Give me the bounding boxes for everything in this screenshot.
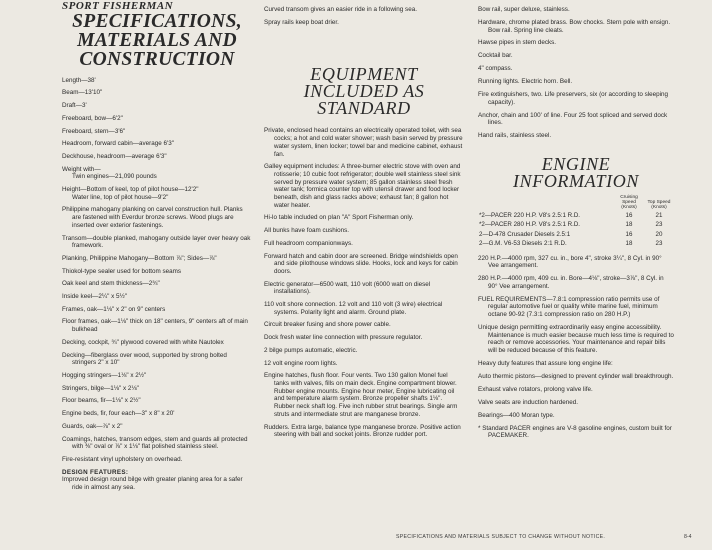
table-row: [478, 230, 674, 239]
spec-item: Transom—double planked, mahogany outside layer over heavy oak framework.: [62, 234, 251, 250]
specifications-title: SPECIFICATIONS, MATERIALS AND CONSTRUCTION: [72, 10, 242, 70]
engine-information-title: ENGINE INFORMATION: [513, 153, 639, 191]
engine-footnote: * Standard PACER engines are V-8 gasoline engines, custom built for PACEMAKER.: [478, 424, 672, 440]
spec-item: Beam—13'10": [62, 89, 103, 97]
top-speed-header: Top Speed (Knots): [647, 199, 671, 210]
spec-item: Floor beams, fir—1⅛" x 2½": [62, 397, 141, 405]
facing-page-bleed: [676, 0, 712, 550]
hull-feature-item: Spray rails keep boat drier.: [264, 18, 339, 26]
spec-item: Inside keel—2¼" x 5½": [62, 293, 128, 301]
model-kicker: SPORT FISHERMAN: [62, 0, 174, 12]
engine-column: [478, 6, 674, 445]
spec-item: Thiokol-type sealer used for bottom seams: [62, 267, 181, 275]
table-row: [478, 239, 674, 248]
heavy-duty-list: [478, 373, 674, 419]
engine-detail-item: Unique design permitting extraordinarily easy engine accessibility. Maintenance is much easier because much less time is required to reach or remove accessories. Your maintenance and repair bills will be reduced because of this feature.: [478, 324, 674, 355]
spec-item: Floor frames, oak—1⅛" thick on 18" centers, 9" centers aft of main bulkhead: [62, 318, 248, 334]
heavy-duty-item: Bearings—400 Moran type.: [478, 411, 555, 419]
engine-name-cell: 2—G.M. V6-53 Diesels 2:1 R.D.: [479, 240, 567, 248]
equipment-item: Galley equipment includes: A three-burner electric stove with oven and rotisserie; 10 cubic foot refrigerator; double well stainless steel sink served by pressure water system; 85 gallon stainless steel fresh water tank; formica counter top with utensil drawer and food locker beneath, dish and glass racks above; exhaust fan; 8 gallon hot water heater.: [264, 163, 461, 209]
top-speed-cell: 21: [655, 211, 663, 219]
spec-subitem: Water line, top of pilot house—9'2": [72, 193, 169, 201]
engine-detail-item: FUEL REQUIREMENTS—7.8:1 compression ratio permits use of regular automotive fuel or quality white marine fuel, minimum octane 90-92 (7.3:1 compression ratio on 280 H.P.): [478, 295, 660, 319]
deck-equipment-item: 4" compass.: [478, 65, 513, 73]
cruising-speed-cell: 18: [625, 240, 633, 248]
table-header-row: [478, 194, 674, 211]
spec-item: Freeboard, bow—6'2": [62, 114, 123, 122]
equipment-title: EQUIPMENT INCLUDED AS STANDARD: [303, 64, 425, 119]
deck-equipment-list: [478, 6, 674, 140]
deck-equipment-item: Hawse pipes in stem decks.: [478, 39, 557, 47]
spec-item: Coamings, hatches, transom edges, stem and guards all protected with ⅜" oval or ⅞" x 1⅛" flat polished stainless steel.: [62, 435, 248, 451]
spec-item: Guards, oak—⅞" x 2": [62, 422, 123, 430]
specifications-list: [62, 77, 252, 464]
engine-name-cell: 2—D-478 Crusader Diesels 2.5:1: [479, 230, 571, 238]
cruising-speed-header: Cruising Speed (Knots): [620, 194, 638, 210]
page-number: 8-4: [684, 534, 692, 540]
spec-item: Hogging stringers—1⅛" x 2½": [62, 371, 147, 379]
deck-equipment-item: Hardware, chrome plated brass. Bow chocks. Stern pole with ensign. Bow rail. Spring line cleats.: [478, 18, 671, 34]
equipment-item: Hi-lo table included on plan "A" Sport Fisherman only.: [264, 214, 414, 222]
specifications-column: [62, 0, 252, 497]
table-row: [478, 220, 674, 229]
equipment-item: Private, enclosed head contains an electrically operated toilet, with sea cocks; a hot and cold water shower; wash basin served by pressure water system, linen locker; towel bar and medicine cabinet, exhaust fan.: [264, 127, 463, 158]
footer-notice: SPECIFICATIONS AND MATERIALS SUBJECT TO CHANGE WITHOUT NOTICE.: [396, 534, 606, 540]
equipment-item: Full headroom companionways.: [264, 239, 353, 247]
spec-item: Frames, oak—1⅛" x 2" on 9" centers: [62, 305, 166, 313]
spec-item: Deckhouse, headroom—average 6'3": [62, 152, 167, 160]
engine-detail-item: 220 H.P.—4000 rpm, 327 cu. in., bore 4", stroke 3¼", 8 Cyl. in 90° Vee arrangement.: [478, 254, 662, 270]
top-speed-cell: 20: [655, 230, 663, 238]
spec-item: Weight with— Twin engines—21,090 pounds: [62, 166, 252, 181]
equipment-item: 110 volt shore connection. 12 volt and 110 volt (3 wire) electrical systems. Polarity light and alarm. Ground plate.: [264, 301, 443, 316]
design-features-text: Improved design round bilge with greater planing area for a safer ride in almost any sea.: [62, 476, 243, 492]
heavy-duty-item: Valve seats are induction hardened.: [478, 398, 578, 406]
spec-item: Length—38': [62, 76, 96, 84]
spec-item: Planking, Philippine Mahogany—Bottom ⅞"; Sides—⅞": [62, 254, 217, 262]
spec-item: Decking, cockpit, ¾" plywood covered with white Nautolex: [62, 338, 224, 346]
hull-feature-item: Curved transom gives an easier ride in a following sea.: [264, 6, 417, 13]
equipment-list: [264, 127, 464, 439]
equipment-item: Dock fresh water line connection with pressure regulator.: [264, 334, 423, 342]
spec-item: Decking—fiberglass over wood, supported by strong bolted stringers 2" x 10": [62, 351, 227, 367]
engine-details-list: [478, 255, 674, 355]
cruising-speed-cell: 18: [625, 221, 633, 229]
top-speed-cell: 23: [655, 240, 663, 248]
equipment-item: Electric generator—6500 watt, 110 volt (6000 watt on diesel installations).: [264, 280, 431, 296]
engine-name-cell: *2—PACER 280 H.P. V8's 2.5:1 R.D.: [479, 221, 581, 229]
equipment-item: Forward hatch and cabin door are screened. Bridge windshields open and side pilothouse windows slide. Hooks, lock and keys for cabin doors.: [264, 252, 458, 275]
cruising-speed-cell: 16: [625, 211, 633, 219]
deck-equipment-item: Hand rails, stainless steel.: [478, 132, 552, 140]
spec-item: Engine beds, fir, four each—3" x 8" x 20': [62, 410, 175, 418]
equipment-item: Circuit breaker fusing and shore power cable.: [264, 321, 391, 329]
top-speed-cell: 23: [655, 221, 663, 229]
spec-item: Height—Bottom of keel, top of pilot house—12'2" Water line, top of pilot house—9'2": [62, 186, 252, 201]
equipment-item: All bunks have foam cushions.: [264, 227, 350, 235]
deck-equipment-item: Anchor, chain and 100' of line. Four 25 foot spliced and served dock lines.: [478, 111, 668, 127]
deck-equipment-item: Cocktail bar.: [478, 52, 513, 60]
spec-item: Freeboard, stern—3'6": [62, 127, 126, 135]
spec-item: Headroom, forward cabin—average 6'3": [62, 140, 174, 148]
engine-name-cell: *2—PACER 220 H.P. V8's 2.5:1 R.D.: [479, 211, 581, 219]
deck-equipment-item: Running lights. Electric horn. Bell.: [478, 78, 573, 86]
equipment-item: 2 bilge pumps automatic, electric.: [264, 346, 358, 354]
spec-item: Fire-resistant vinyl upholstery on overhead.: [62, 455, 183, 463]
equipment-item: Rudders. Extra large, balance type manganese bronze. Positive action steering with ball and socket joints. Bronze rudder port.: [264, 423, 461, 439]
equipment-item: Engine hatches, flush floor. Four vents. Two 130 gallon Monel fuel tanks with valves, fills on main deck. Engine compartment blower. Rubber engine mounts. Engine hour meter, Engine lubricating oil and temperature alarm system. Bronze propeller shafts 1⅛". Rubber neck shaft log. Five inch rubber strut bearings. Single arm struts and intermediate strut are manganese bronze.: [264, 372, 458, 418]
design-features-heading: DESIGN FEATURES:: [62, 468, 129, 476]
hull-features-list: [264, 6, 464, 26]
spec-item: Oak keel and stem thickness—2¾": [62, 280, 160, 288]
equipment-column: [264, 6, 464, 444]
equipment-item: 12 volt engine room lights.: [264, 359, 338, 367]
heavy-duty-heading: Heavy duty features that assure long engine life:: [478, 360, 613, 368]
heavy-duty-item: Auto thermic pistons—designed to prevent cylinder wall breakthrough.: [478, 372, 674, 380]
deck-equipment-item: Bow rail, super deluxe, stainless.: [478, 6, 570, 13]
table-row: [478, 211, 674, 220]
spec-item: Stringers, bilge—1⅛" x 2⅛": [62, 384, 139, 392]
heavy-duty-item: Exhaust valve rotators, prolong valve life.: [478, 385, 593, 393]
deck-equipment-item: Fire extinguishers, two. Life preservers, six (or according to sleeping capacity).: [478, 91, 669, 106]
cruising-speed-cell: 16: [625, 230, 633, 238]
engine-speed-table: [478, 194, 674, 249]
spec-item: Draft—3': [62, 102, 87, 110]
engine-detail-item: 280 H.P.—4000 rpm, 409 cu. in. Bore—4⅛", stroke—3⅞", 8 Cyl. in 90° Vee arrangement.: [478, 275, 664, 290]
spec-subitem: Twin engines—21,090 pounds: [72, 173, 157, 181]
spec-item: Philippine mahogany planking on carvel construction hull. Planks are fastened with Everdur bronze screws. Wood plugs are inserted over exterior fastenings.: [62, 206, 243, 229]
